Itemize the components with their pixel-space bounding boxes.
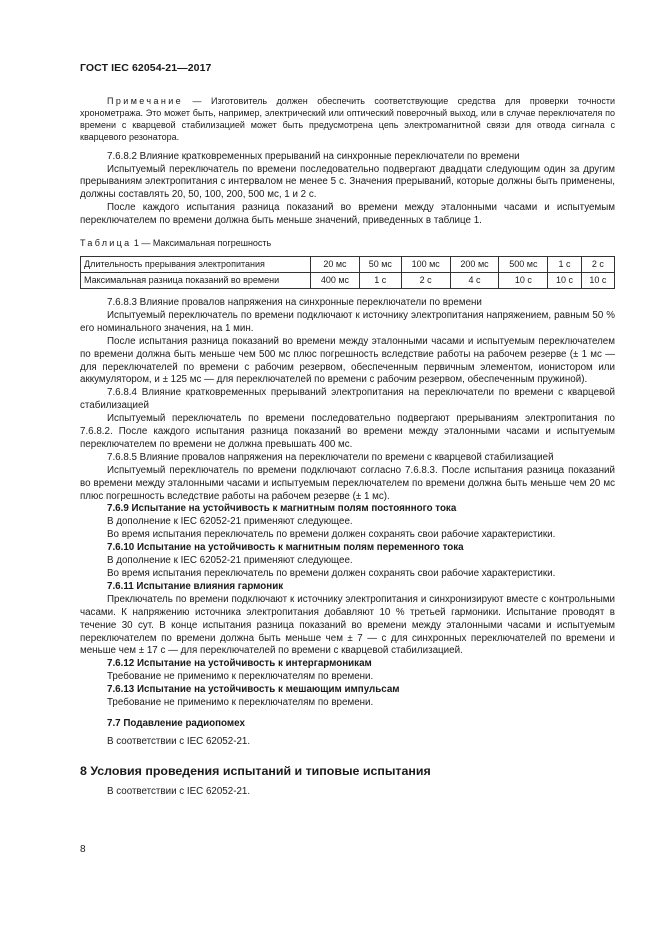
table-cell: 10 с — [581, 272, 614, 288]
note-label: Примечание — [107, 96, 184, 106]
table-cell: 200 мс — [450, 256, 499, 272]
section-7-6-8-3-heading: 7.6.8.3 Влияние провалов напряжения на синхронные переключатели по времени — [107, 296, 482, 308]
section-7-6-13-paragraph: Требование не применимо к переключателям по времени. — [107, 697, 374, 709]
section-7-6-8-5-paragraph: Испытуемый переключатель по времени подключают согласно 7.6.8.3. После испытания разница показаний во времени между эталонными часами и испытуемым переключателем по времени должна быть меньше чем 20 мс плюс погрешность вследствие работы на рабочем резерве (± 1 мс). — [80, 464, 615, 502]
section-8-paragraph: В соответствии с IEC 62052-21. — [107, 785, 251, 797]
section-7-6-12-paragraph: Требование не применимо к переключателям по времени. — [107, 671, 374, 683]
section-7-6-8-2-paragraph: Испытуемый переключатель по времени последовательно подвергают двадцати следующим один за другим прерываниям электропитания с интервалом не менее 5 с. Значения прерываний, которые должны быть применены, должны составлять 20, 50, 100, 200, 500 мс, 1 и 2 с. — [80, 163, 615, 201]
section-7-6-8-2-paragraph: После каждого испытания разница показаний во времени между эталонными часами и испытуемым переключателем по времени должна быть меньше значений, приведенных в таблице 1. — [80, 202, 615, 227]
section-7-6-11-heading: 7.6.11 Испытание влияния гармоник — [107, 580, 284, 592]
table-row — [81, 256, 615, 272]
table-cell: 20 мс — [311, 256, 360, 272]
table-caption — [80, 237, 615, 250]
section-7-6-13-heading: 7.6.13 Испытание на устойчивость к мешающим импульсам — [107, 684, 400, 696]
table-caption-text: 1 — Максимальная погрешность — [131, 238, 272, 249]
section-7-6-10-paragraph: Во время испытания переключатель по времени должен сохранять свои рабочие характеристики. — [107, 568, 556, 579]
table-row-header: Максимальная разница показаний во времени — [81, 272, 311, 288]
section-7-6-8-3-paragraph: После испытания разница показаний во времени между эталонными часами и испытуемым переключателем по времени должна быть меньше чем 500 мс плюс погрешность вследствие работы на рабочем резерве (± 1 мс — для переключателей по времени с рабочим резервом, обеспеченным первичным элементом, ионистором или аккумулятором, и ± 125 мс — для переключателей по времени с рабочим резервом, обеспеченным пружиной). — [80, 335, 615, 386]
table-cell: 400 мс — [311, 272, 360, 288]
section-7-6-10-paragraph: В дополнение к IEC 62052-21 применяют следующее. — [107, 555, 353, 567]
table-cell: 500 мс — [499, 256, 548, 272]
section-8-heading: 8 Условия проведения испытаний и типовые испытания — [80, 763, 431, 778]
section-7-6-9-paragraph: В дополнение к IEC 62052-21 применяют следующее. — [107, 516, 353, 528]
table-cell: 100 мс — [401, 256, 450, 272]
table-caption-label: Таблица — [80, 238, 132, 249]
table-row — [81, 272, 615, 288]
note-text: — Изготовитель должен обеспечить соответствующие средства для проверки точности хронометража. Это может быть, например, электрический или оптический поверочный выход, или в случае переключателя по времени с кварцевой стабилизацией может быть предусмотрена цепь электромагнитной связи для отвода сигнала с кварцевого резонатора. — [80, 96, 615, 142]
section-7-6-8-4-heading: 7.6.8.4 Влияние кратковременных прерываний электропитания на переключатели по времени с кварцевой стабилизацией — [80, 387, 615, 412]
section-7-6-8-5-heading: 7.6.8.5 Влияние провалов напряжения на переключатели по времени с кварцевой стабилизацией — [107, 451, 554, 463]
table-cell: 4 с — [450, 272, 499, 288]
table-row-header: Длительность прерывания электропитания — [81, 256, 311, 272]
section-7-6-12-heading: 7.6.12 Испытание на устойчивость к интергармоникам — [107, 658, 372, 670]
section-7-6-9-heading: 7.6.9 Испытание на устойчивость к магнитным полям постоянного тока — [107, 503, 457, 515]
section-7-6-11-paragraph: Преключатель по времени подключают к источнику электропитания и синхронизируют вместе с контрольными часами. К напряжению источника электропитания добавляют 10 % третьей гармоники. Испытание проводят в течение 30 сут. В конце испытания разница показаний во времени между эталонными часами и испытуемым переключателем по времени должна быть меньше чем ± 7 — с для синхронных переключателей по времени и меньше чем ± 17 с — для переключателей по времени с кварцевой стабилизацией. — [80, 593, 615, 657]
page-content — [80, 96, 615, 799]
page-number: 8 — [80, 844, 86, 855]
section-7-7-heading: 7.7 Подавление радиопомех — [107, 717, 245, 729]
table-cell: 2 с — [401, 272, 450, 288]
table-cell: 1 с — [548, 256, 581, 272]
section-7-6-10-heading: 7.6.10 Испытание на устойчивость к магнитным полям переменного тока — [107, 542, 464, 554]
table-cell: 2 с — [581, 256, 614, 272]
section-7-6-8-4-paragraph: Испытуемый переключатель по времени последовательно подвергают прерываниям электропитания по 7.6.8.2. После каждого испытания разница показаний во времени между эталонными часами и испытуемым переключателем по времени не должна превышать 400 мс. — [80, 413, 615, 450]
section-7-6-9-paragraph: Во время испытания переключатель по времени должен сохранять свои рабочие характеристики. — [107, 529, 556, 541]
section-7-6-8-3-paragraph: Испытуемый переключатель по времени подключают к источнику электропитания напряжением, равным 50 % его номинального значения, на 1 мин. — [80, 309, 615, 334]
section-7-7-paragraph: В соответствии с IEC 62052-21. — [107, 735, 251, 747]
max-error-table — [80, 256, 615, 289]
note — [80, 96, 615, 144]
table-cell: 10 с — [548, 272, 581, 288]
table-cell: 10 с — [499, 272, 548, 288]
section-7-6-8-2-heading: 7.6.8.2 Влияние кратковременных прерываний на синхронные переключатели по времени — [107, 150, 520, 162]
table-cell: 50 мс — [359, 256, 401, 272]
document-header: ГОСТ IEC 62054-21—2017 — [80, 62, 212, 74]
table-cell: 1 с — [359, 272, 401, 288]
